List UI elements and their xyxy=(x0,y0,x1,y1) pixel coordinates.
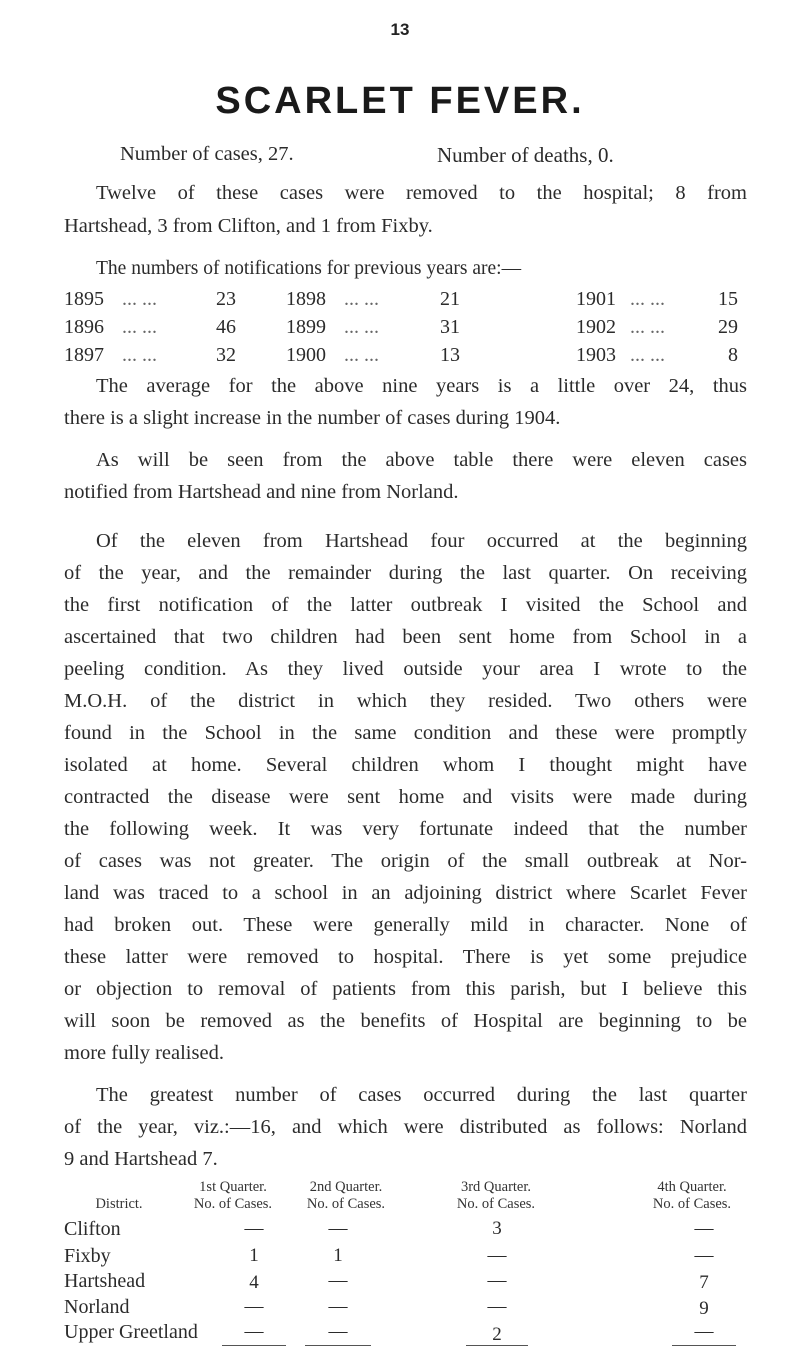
year-label: 1898 xyxy=(286,288,326,310)
main-line: M.O.H. of the district in which they resided. Two others were xyxy=(64,690,747,712)
table-cell: — xyxy=(328,1296,348,1317)
year-label: 1895 xyxy=(64,288,104,310)
main-line: land was traced to a school in an adjoining district where Scarlet Fever xyxy=(64,882,747,904)
leader-dots: ... ... xyxy=(630,316,665,338)
district-name: Hartshead xyxy=(64,1270,146,1292)
year-label: 1896 xyxy=(64,316,104,338)
year-label: 1901 xyxy=(576,288,616,310)
main-line: Of the eleven from Hartshead four occurred at the beginning xyxy=(96,530,747,552)
year-count: 8 xyxy=(728,344,738,366)
table-cell: — xyxy=(244,1321,264,1342)
table-cell: — xyxy=(487,1270,507,1291)
average-line: there is a slight increase in the number of cases during 1904. xyxy=(64,407,561,429)
year-label: 1903 xyxy=(576,344,616,366)
district-name: Fixby xyxy=(64,1245,111,1267)
page-title: SCARLET FEVER. xyxy=(215,80,585,122)
table-header-q2: 2nd Quarter. No. of Cases. xyxy=(306,1179,386,1212)
page-number: 13 xyxy=(390,20,410,39)
leader-dots: ... ... xyxy=(630,344,665,366)
total-rule xyxy=(222,1345,286,1346)
table-cell: — xyxy=(244,1218,264,1239)
main-line: the following week. It was very fortunate indeed that the number xyxy=(64,818,747,840)
year-label: 1897 xyxy=(64,344,104,366)
main-line: will soon be removed as the benefits of Hospital are beginning to be xyxy=(64,1010,747,1032)
leader-dots: ... ... xyxy=(122,288,157,310)
intro-line: Hartshead, 3 from Clifton, and 1 from Fixby. xyxy=(64,215,433,237)
table-cell: 1 xyxy=(249,1245,259,1266)
district-name: Upper Greetland xyxy=(64,1321,198,1343)
main-line: or objection to removal of patients from this parish, but I believe this xyxy=(64,978,747,1000)
year-label: 1900 xyxy=(286,344,326,366)
main-line: contracted the disease were sent home and visits were made during xyxy=(64,786,747,808)
main-line: of the year, and the remainder during the last quarter. On receiving xyxy=(64,562,747,584)
seen-line: notified from Hartshead and nine from Norland. xyxy=(64,481,459,503)
table-header-q1: 1st Quarter. No. of Cases. xyxy=(193,1179,273,1212)
table-cell: — xyxy=(487,1296,507,1317)
table-header-district: District. xyxy=(95,1196,143,1212)
table-cell: 9 xyxy=(699,1298,709,1319)
year-count: 13 xyxy=(440,344,460,366)
greatest-line: of the year, viz.:—16, and which were distributed as follows: Norland xyxy=(64,1116,747,1138)
total-rule xyxy=(466,1345,528,1346)
table-cell: 7 xyxy=(699,1272,709,1293)
table-cell: 3 xyxy=(492,1218,502,1239)
table-cell: — xyxy=(328,1270,348,1291)
main-line: isolated at home. Several children whom I thought might have xyxy=(64,754,747,776)
notifications-heading: The numbers of notifications for previous years are:— xyxy=(96,258,522,279)
average-line: The average for the above nine years is a little over 24, thus xyxy=(96,375,747,397)
year-count: 23 xyxy=(216,288,236,310)
table-cell: — xyxy=(328,1218,348,1239)
year-count: 29 xyxy=(718,316,738,338)
table-cell: — xyxy=(694,1218,714,1239)
table-cell: — xyxy=(694,1321,714,1342)
leader-dots: ... ... xyxy=(344,316,379,338)
district-name: Norland xyxy=(64,1296,130,1318)
total-rule xyxy=(672,1345,736,1346)
year-count: 31 xyxy=(440,316,460,338)
deaths-count: Number of deaths, 0. xyxy=(437,143,614,167)
cases-count: Number of cases, 27. xyxy=(120,143,294,165)
district-name: Clifton xyxy=(64,1218,121,1240)
table-cell: — xyxy=(244,1296,264,1317)
year-count: 21 xyxy=(440,288,460,310)
leader-dots: ... ... xyxy=(344,288,379,310)
main-line: more fully realised. xyxy=(64,1042,224,1064)
main-line: these latter were removed to hospital. There is yet some prejudice xyxy=(64,946,747,968)
seen-line: As will be seen from the above table there were eleven cases xyxy=(96,449,747,471)
leader-dots: ... ... xyxy=(344,344,379,366)
greatest-line: The greatest number of cases occurred during the last quarter xyxy=(96,1084,747,1106)
year-count: 15 xyxy=(718,288,738,310)
table-cell: — xyxy=(328,1321,348,1342)
leader-dots: ... ... xyxy=(122,316,157,338)
table-cell: 1 xyxy=(333,1245,343,1266)
year-label: 1899 xyxy=(286,316,326,338)
total-rule xyxy=(305,1345,371,1346)
greatest-line: 9 and Hartshead 7. xyxy=(64,1148,218,1170)
main-line: of cases was not greater. The origin of the small outbreak at Nor- xyxy=(64,850,747,872)
table-cell: — xyxy=(487,1245,507,1266)
leader-dots: ... ... xyxy=(122,344,157,366)
main-line: ascertained that two children had been sent home from School in a xyxy=(64,626,747,648)
table-cell: 2 xyxy=(492,1324,502,1345)
main-line: had broken out. These were generally mild in character. None of xyxy=(64,914,747,936)
year-label: 1902 xyxy=(576,316,616,338)
leader-dots: ... ... xyxy=(630,288,665,310)
table-cell: — xyxy=(694,1245,714,1266)
table-header-q4: 4th Quarter. No. of Cases. xyxy=(652,1179,732,1212)
main-line: the first notification of the latter outbreak I visited the School and xyxy=(64,594,747,616)
year-count: 32 xyxy=(216,344,236,366)
table-cell: 4 xyxy=(249,1272,259,1293)
main-line: found in the School in the same condition and these were promptly xyxy=(64,722,747,744)
intro-line: Twelve of these cases were removed to the hospital; 8 from xyxy=(96,182,747,204)
main-line: peeling condition. As they lived outside your area I wrote to the xyxy=(64,658,747,680)
table-header-q3: 3rd Quarter. No. of Cases. xyxy=(456,1179,536,1212)
year-count: 46 xyxy=(216,316,236,338)
